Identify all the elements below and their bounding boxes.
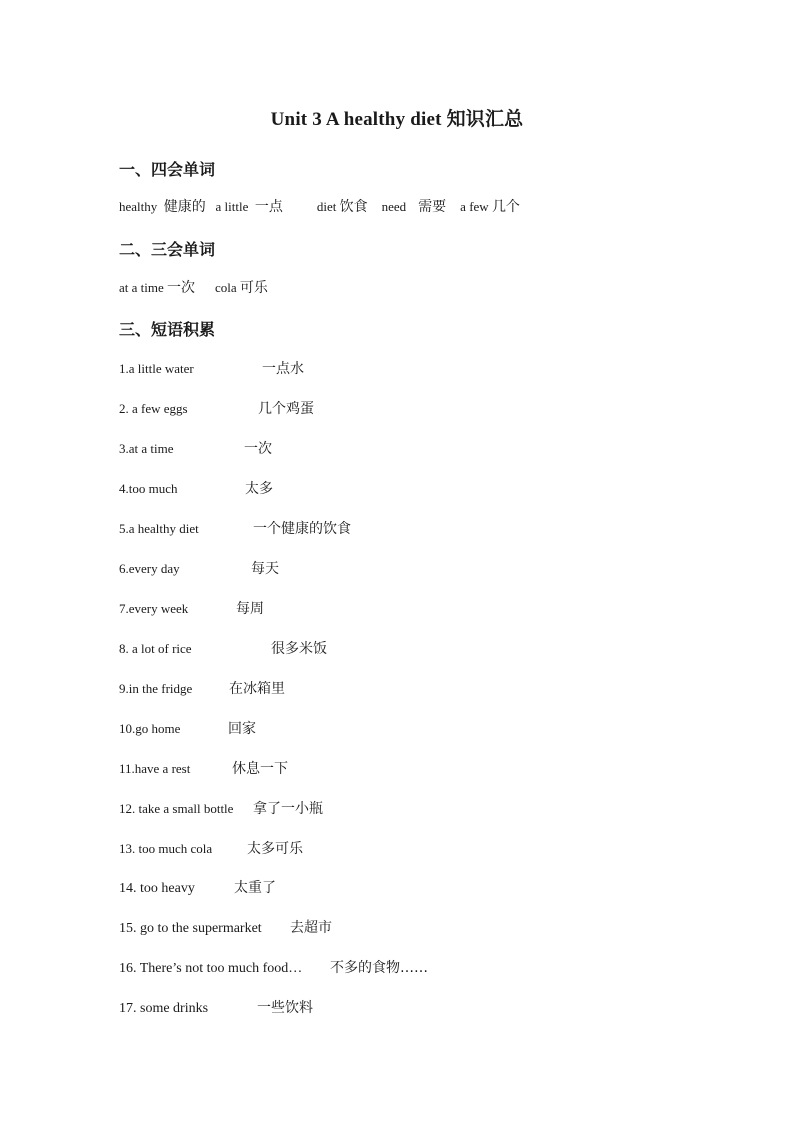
phrase-zh: 不多的食物…… (330, 960, 428, 976)
word-zh: 饮食 (339, 199, 368, 215)
phrase-zh: 去超市 (290, 920, 332, 936)
phrase-item (119, 640, 327, 658)
phrase-item (119, 999, 313, 1018)
phrase-item (119, 400, 314, 418)
word-zh: 一次 (167, 280, 196, 296)
four-skill-word-list (119, 198, 520, 216)
phrase-en: 5.a healthy diet (119, 521, 199, 536)
phrase-zh: 每周 (236, 601, 264, 617)
phrase-en: 15. go to the supermarket (119, 921, 262, 936)
phrase-item (119, 360, 304, 378)
phrase-zh: 回家 (228, 721, 256, 737)
phrase-zh: 每天 (251, 561, 279, 577)
phrase-en: 17. some drinks (119, 1001, 209, 1016)
phrase-zh: 休息一下 (232, 761, 288, 777)
phrase-item (119, 800, 323, 818)
phrase-item (119, 520, 351, 538)
phrase-zh: 一次 (244, 441, 272, 457)
phrase-en: 1.a little water (119, 361, 194, 376)
phrase-en: 10.go home (119, 721, 181, 736)
phrase-item (119, 840, 303, 858)
phrase-en: 4.too much (119, 481, 178, 496)
phrase-item (119, 560, 279, 578)
word-en: a little (215, 199, 249, 214)
phrase-zh: 太多 (245, 481, 273, 497)
phrase-item (119, 480, 273, 498)
phrase-zh: 拿了一小瓶 (253, 801, 323, 817)
word-en: need (381, 199, 407, 214)
phrase-en: 7.every week (119, 601, 189, 616)
word-zh: 可乐 (239, 280, 268, 296)
phrase-zh: 一个健康的饮食 (253, 521, 351, 537)
phrase-item (119, 680, 285, 698)
three-skill-word-list (119, 279, 268, 297)
phrase-item (119, 919, 332, 938)
word-zh: 一点 (254, 199, 283, 215)
word-zh: 需要 (418, 199, 447, 215)
word-en: a few (460, 199, 489, 214)
phrase-zh: 一点水 (262, 361, 304, 377)
phrase-item (119, 959, 428, 978)
document-title: Unit 3 A healthy diet 知识汇总 (270, 109, 524, 130)
phrase-en: 11.have a rest (119, 761, 191, 776)
phrase-en: 2. a few eggs (119, 401, 188, 416)
phrase-item (119, 440, 272, 458)
phrase-en: 6.every day (119, 561, 180, 576)
phrase-item (119, 720, 256, 738)
section-heading-four-skill-words: 一、四会单词 (119, 160, 216, 179)
phrase-zh: 一些饮料 (257, 1000, 313, 1016)
phrase-en: 16. There’s not too much food… (119, 961, 303, 976)
phrase-zh: 很多米饭 (271, 641, 327, 657)
phrase-en: 12. take a small bottle (119, 801, 234, 816)
word-en: diet (316, 199, 337, 214)
word-en: cola (215, 280, 237, 295)
phrase-zh: 几个鸡蛋 (258, 401, 314, 417)
phrase-en: 8. a lot of rice (119, 641, 192, 656)
phrase-zh: 在冰箱里 (229, 681, 285, 697)
word-en: at a time (119, 280, 164, 295)
phrase-en: 3.at a time (119, 441, 174, 456)
phrase-en: 9.in the fridge (119, 681, 193, 696)
section-heading-phrases: 三、短语积累 (119, 320, 216, 339)
phrase-en: 14. too heavy (119, 881, 195, 896)
word-zh: 几个 (491, 199, 520, 215)
phrase-en: 13. too much cola (119, 841, 213, 856)
phrase-item (119, 600, 264, 618)
phrase-item (119, 760, 288, 778)
phrase-zh: 太重了 (234, 880, 276, 896)
word-zh: 健康的 (163, 199, 206, 215)
phrase-zh: 太多可乐 (247, 841, 303, 857)
phrase-item (119, 879, 276, 898)
word-en: healthy (119, 199, 158, 214)
section-heading-three-skill-words: 二、三会单词 (119, 240, 216, 259)
